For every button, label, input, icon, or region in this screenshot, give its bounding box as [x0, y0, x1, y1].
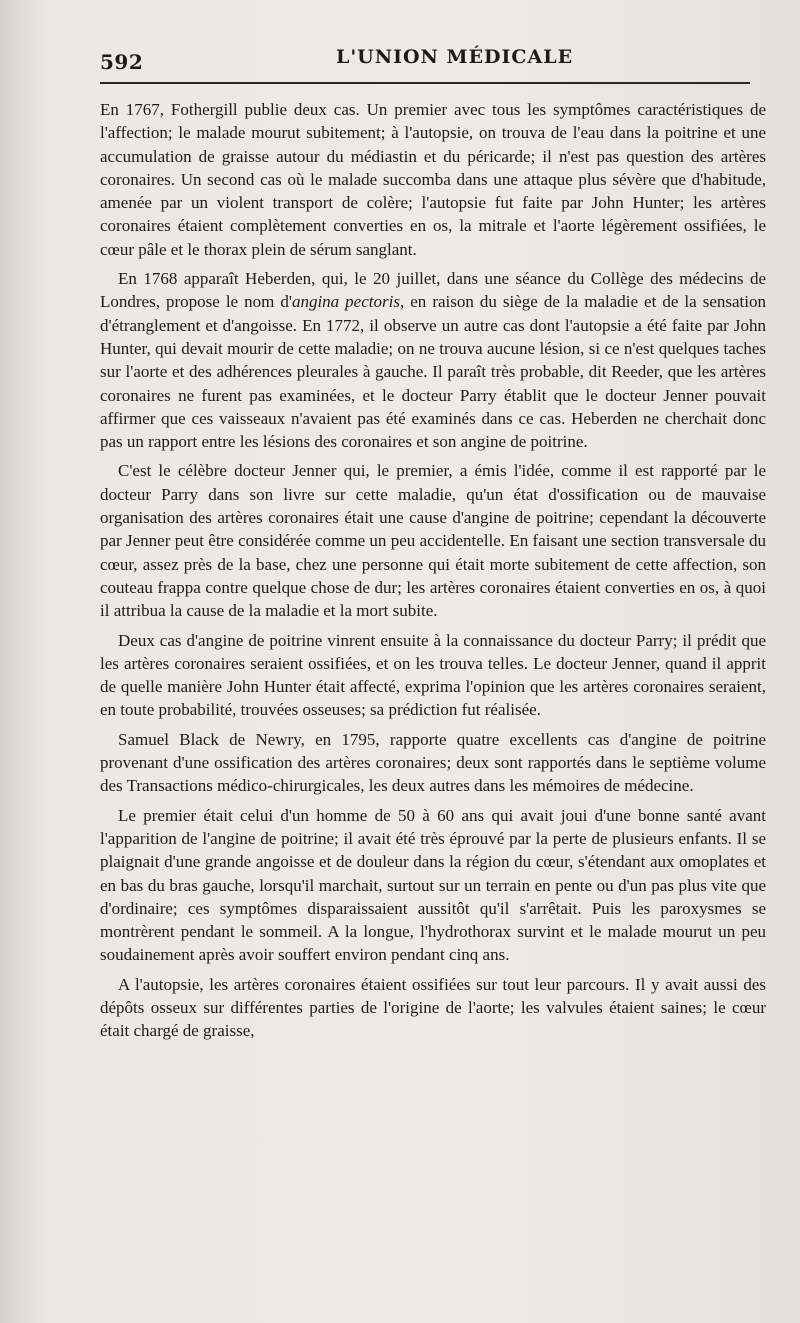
paragraph-1: En 1767, Fothergill publie deux cas. Un premier avec tous les symptômes caractéristiques de l'affection; le malade mourut subitement; à l'autopsie, on trouva de l'eau dans la poitrine et une accumulation de graisse autour du médiastin et du péricarde; il n'est pas question des artères coronaires. Un second cas où le malade succomba dans une attaque plus sévère que d'habitude, amenée par un violent transport de colère; l'autopsie fut faite par John Hunter; les artères coronaires étaient complètement converties en os, la mitrale et l'aorte légèrement ossifiées, le cœur pâle et le thorax plein de sérum sanglant. — [100, 100, 766, 259]
paragraph-6: Le premier était celui d'un homme de 50 à 60 ans qui avait joui d'une bonne santé avant l'apparition de l'angine de poitrine; il avait été très éprouvé par la perte de plusieurs enfants. Il se plaignait d'une grande angoisse et de douleur dans la région du cœur, s'étendant aux omoplates et en bas du bras gauche, lorsqu'il marchait, surtout sur un terrain en pente ou d'un pas plus vite que d'ordinaire; ces symptômes disparaissaient aussitôt qu'il s'arrêtait. Puis les paroxysmes se montrèrent pendant le sommeil. A la longue, l'hydrothorax survint et le malade mourut un peu soudainement après avoir souffert environ pendant cinq ans. — [100, 805, 766, 965]
article-body — [100, 98, 766, 1043]
header-rule — [100, 82, 750, 84]
paragraph-2-text-a: En 1768 apparaît Heberden, qui, le 20 juillet, dans une séance du Collège des médecins de Londres, propose le nom d' — [100, 269, 766, 312]
page-number: 592 — [100, 50, 144, 74]
paragraph-4: Deux cas d'angine de poitrine vinrent ensuite à la connaissance du docteur Parry; il prédit que les artères coronaires seraient ossifiées, et on les trouva telles. Le docteur Jenner, quand il apprit de quelle manière John Hunter était affecté, exprima l'opinion que les artères coronaires seraient, en toute probabilité, trouvées osseuses; sa prédiction fut réalisée. — [100, 630, 766, 720]
paragraph-3: C'est le célèbre docteur Jenner qui, le premier, a émis l'idée, comme il est rapporté par le docteur Parry dans son livre sur cette maladie, qu'un état d'ossification ou de mauvaise organisation des artères coronaires était une cause d'angine de poitrine; cependant la découverte par Jenner peut être considérée comme un peu accidentelle. En faisant une section transversale du cœur, assez près de la base, chez une personne qui était morte subitement de cette affection, son couteau frappa contre quelque chose de dur; les artères coronaires étaient converties en os, à quoi il attribua la cause de la maladie et la mort subite. — [100, 461, 766, 621]
paragraph-7: A l'autopsie, les artères coronaires étaient ossifiées sur tout leur parcours. Il y avait aussi des dépôts osseux sur différentes parties de l'origine de l'aorte; les valvules étaient saines; le cœur était chargé de graisse, — [100, 974, 766, 1041]
paragraph-5: Samuel Black de Newry, en 1795, rapporte quatre excellents cas d'angine de poitrine provenant d'une ossification des artères coronaires; deux sont rapportés dans le septième volume des Transactions médico-chirurgicales, les deux autres dans les mémoires de médecine. — [100, 729, 766, 796]
paragraph-2 — [100, 267, 766, 453]
angina-pectoris-term: angina pectoris — [291, 292, 400, 312]
paragraph-2-text-b: , en raison du siège de la maladie et de la sensation d'étranglement et d'angoisse. En 1772, il observe un autre cas dont l'autopsie a été faite par John Hunter, qui devait mourir de cette maladie; on ne trouva aucune lésion, si ce n'est quelques taches sur l'aorte et des adhérences pleurales à gauche. Il paraît très probable, dit Reeder, que les artères coronaires ne furent pas examinées, et le docteur Parry établit que le docteur Jenner pouvait affirmer que ces vaisseaux n'avaient pas été examinés dans ce cas. Heberden ne cherchait donc pas un rapport entre les lésions des coronaires et son angine de poitrine. — [100, 292, 766, 452]
running-header — [100, 40, 766, 82]
journal-title: L'UNION MÉDICALE — [336, 46, 574, 68]
